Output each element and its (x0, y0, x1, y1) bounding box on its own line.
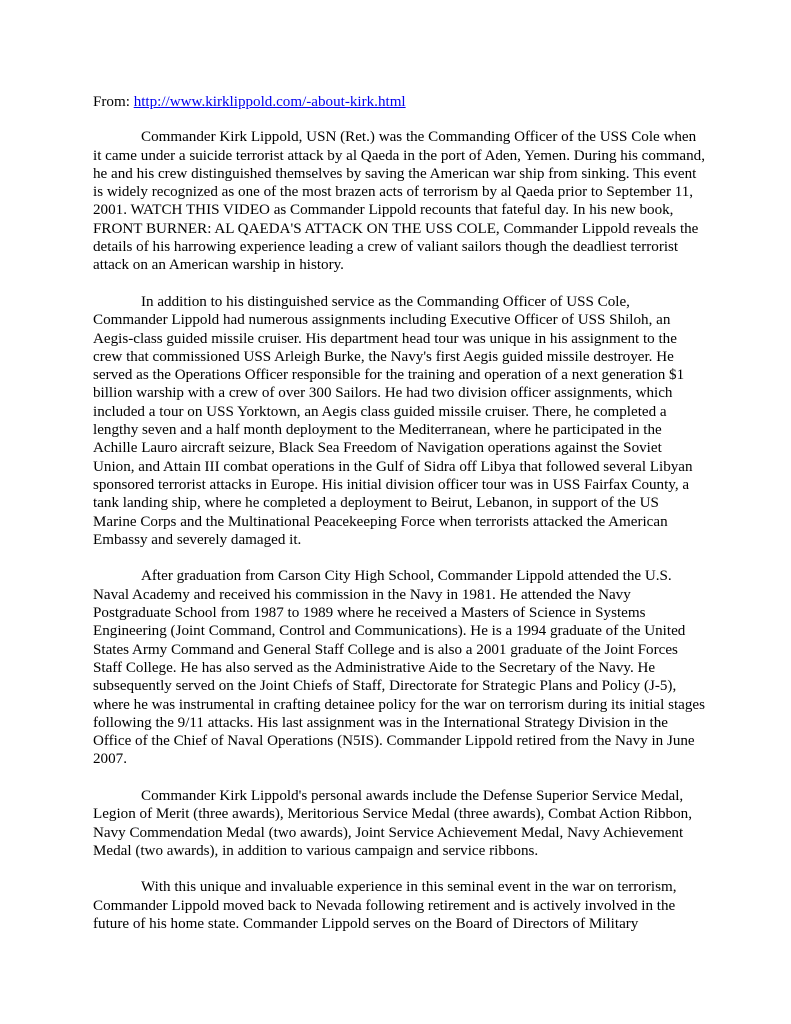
source-prefix: From: (93, 94, 134, 110)
paragraph-command-uss-cole: Commander Kirk Lippold, USN (Ret.) was the Commanding Officer of the USS Cole when it came under a suicide terrorist attack by al Qaeda in the port of Aden, Yemen. During his command, he and his crew distinguished themselves by saving the American war ship from sinking. This event is widely recognized as one of the most brazen acts of terrorism by al Qaeda prior to September 11, 2001. WATCH THIS VIDEO as Commander Lippold recounts that fateful day. In his new book, FRONT BURNER: AL QAEDA'S ATTACK ON THE USS COLE, Commander Lippold reveals the details of his harrowing experience leading a crew of valiant sailors though the deadliest terrorist attack on an American warship in history. (93, 129, 705, 274)
document-body (93, 93, 705, 952)
paragraph-education-career: After graduation from Carson City High School, Commander Lippold attended the U.S. Naval Academy and received his commission in the Navy in 1981. He attended the Navy Postgraduate School from 1987 to 1989 where he received a Masters of Science in Systems Engineering (Joint Command, Control and Communications). He is a 1994 graduate of the United States Army Command and General Staff College and is also a 2001 graduate of the Joint Forces Staff College. He has also served as the Administrative Aide to the Secretary of the Navy. He subsequently served on the Joint Chiefs of Staff, Directorate for Strategic Plans and Policy (J-5), where he was instrumental in crafting detainee policy for the war on terrorism during its initial stages following the 9/11 attacks. His last assignment was in the International Strategy Division in the Office of the Chief of Naval Operations (N5IS). Commander Lippold retired from the Navy in June 2007. (93, 568, 705, 768)
paragraph-naval-assignments: In addition to his distinguished service as the Commanding Officer of USS Cole, Commander Lippold had numerous assignments including Executive Officer of USS Shiloh, an Aegis-class guided missile cruiser. His department head tour was unique in his assignment to the crew that commissioned USS Arleigh Burke, the Navy's first Aegis guided missile destroyer. He served as the Operations Officer responsible for the training and operation of a next generation $1 billion warship with a crew of over 300 Sailors. He had two division officer assignments, which included a tour on USS Yorktown, an Aegis class guided missile cruiser. There, he completed a lengthy seven and a half month deployment to the Mediterranean, where he participated in the Achille Lauro aircraft seizure, Black Sea Freedom of Navigation operations against the Soviet Union, and Attain III combat operations in the Gulf of Sidra off Libya that followed several Libyan sponsored terrorist attacks in Europe. His initial division officer tour was in USS Fairfax County, a tank landing ship, where he completed a deployment to Beirut, Lebanon, in support of the US Marine Corps and the Multinational Peacekeeping Force when terrorists attacked the American Embassy and severely damaged it. (93, 293, 693, 548)
source-link[interactable]: http://www.kirklippold.com/-about-kirk.html (133, 94, 406, 110)
paragraph-personal-awards: Commander Kirk Lippold's personal awards include the Defense Superior Service Medal, Legion of Merit (three awards), Meritorious Service Medal (three awards), Combat Action Ribbon, Navy Commendation Medal (two awards), Joint Service Achievement Medal, Navy Achievement Medal (two awards), in addition to various campaign and service ribbons. (93, 787, 692, 859)
paragraph-post-retirement: With this unique and invaluable experience in this seminal event in the war on terrorism, Commander Lippold moved back to Nevada following retirement and is actively involved in the future of his home state. Commander Lippold serves on the Board of Directors of Military (93, 879, 677, 933)
source-line (93, 93, 705, 111)
